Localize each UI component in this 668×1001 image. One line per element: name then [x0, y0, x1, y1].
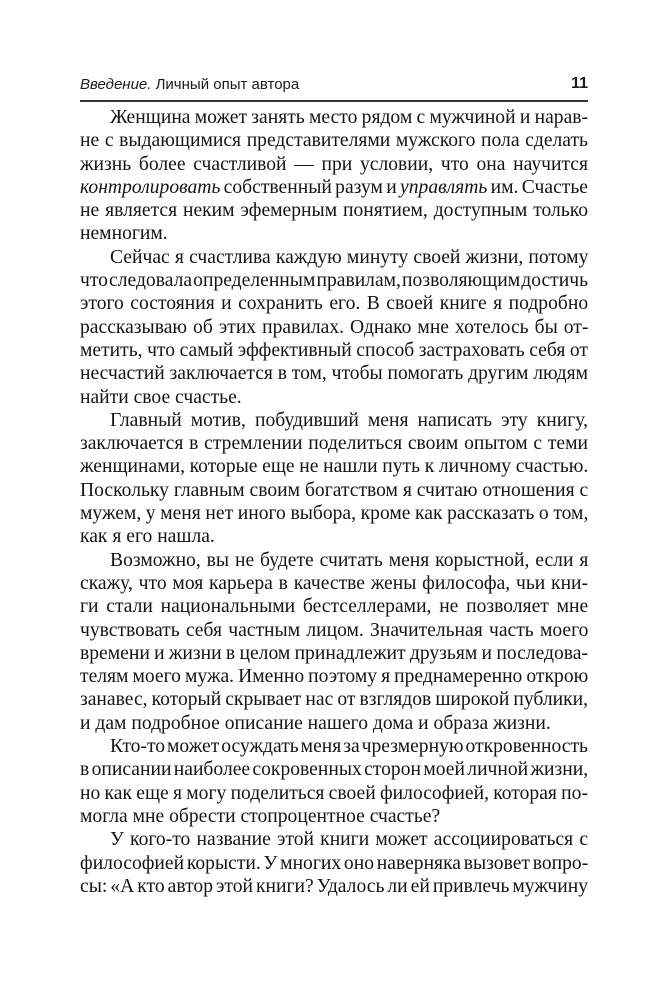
- text-line: женщинами, которые еще не нашли путь к личному счастью.: [80, 456, 589, 478]
- paragraph: [80, 246, 588, 409]
- text-line: могла мне обрести стопроцентное счастье?: [80, 805, 441, 827]
- text-line: что следовала определенным правилам, позволяющим достичь: [80, 270, 589, 292]
- running-header-title: [80, 75, 299, 95]
- chapter-title: Личный опыт автора: [151, 76, 300, 93]
- text-line: чувствовать себя частным лицом. Значительная часть моего: [80, 619, 589, 641]
- text-run: собственный разум и: [220, 176, 401, 198]
- text-line: в описании наиболее сокровенных сторон моей личной жизни,: [80, 759, 589, 781]
- text-line: времени и жизни в целом принадлежит друзьям и последова-: [80, 642, 588, 664]
- emphasized-word: управлять: [400, 176, 488, 198]
- text-line: мужем, у меня нет иного выбора, кроме как рассказать о том,: [80, 503, 589, 525]
- text-line: ги стали национальными бестселлерами, не позволяет мне: [80, 596, 589, 618]
- text-line: этого состояния и сохранить его. В своей книге я подробно: [80, 293, 589, 315]
- paragraph: [80, 828, 588, 898]
- emphasized-word: контролировать: [80, 176, 221, 198]
- text-line: телям моего мужа. Именно поэтому я преднамеренно открою: [80, 666, 589, 688]
- text-line: рассказываю об этих правилах. Однако мне хотелось бы от-: [80, 316, 589, 338]
- text-line: Возможно, вы не будете считать меня корыстной, если я: [110, 549, 589, 571]
- text-line: Женщина может занять место рядом с мужчиной и нарав-: [110, 107, 589, 128]
- text-line: как я его нашла.: [80, 526, 215, 548]
- text-line: У кого-то название этой книги может ассоциироваться с: [110, 829, 589, 851]
- text-line: Главный мотив, побудивший меня написать эту книгу,: [110, 409, 588, 431]
- text-line: не является неким эфемерным понятием, доступным только: [80, 200, 589, 222]
- text-line: немногим.: [80, 223, 168, 245]
- text-line: метить, что самый эффективный способ застраховать себя от: [80, 339, 588, 361]
- text-line: заключается в стремлении поделиться своим опытом с теми: [80, 433, 589, 455]
- text-line: сы: «А кто автор этой книги? Удалось ли ей привлечь мужчину: [80, 875, 588, 897]
- header-divider: [80, 100, 588, 102]
- text-run: им. Счастье: [487, 176, 588, 198]
- text-line: найти свое счастье.: [80, 386, 242, 408]
- paragraph: [80, 735, 588, 828]
- paragraph: [80, 549, 588, 735]
- text-line: несчастий заключается в том, чтобы помогать другим людям: [80, 363, 588, 385]
- text-line: скажу, что моя карьера в качестве жены философа, чьи кни-: [80, 572, 589, 594]
- text-line: Сейчас я счастлива каждую минуту своей жизни, потому: [110, 246, 589, 268]
- text-line: и дам подробное описание нашего дома и образа жизни.: [80, 712, 551, 734]
- text-line: философией корысти. У многих оно наверняка вызовет вопро-: [80, 852, 589, 874]
- text-line: но как еще я могу поделиться своей философией, которая по-: [80, 782, 588, 804]
- chapter-label: Введение.: [80, 76, 152, 93]
- text-line: [80, 176, 588, 199]
- body-text: [80, 106, 588, 898]
- text-line: не с выдающимися представителями мужского пола сделать: [80, 130, 588, 152]
- page-number: 11: [571, 75, 588, 92]
- running-header: [80, 75, 588, 97]
- paragraph: [80, 409, 588, 549]
- text-line: жизнь более счастливой — при условии, что она научится: [80, 153, 588, 175]
- text-line: занавес, который скрывает нас от взглядов широкой публики,: [80, 689, 589, 711]
- text-line: Кто-то может осуждать меня за чрезмерную откровенность: [110, 736, 588, 758]
- paragraph: [80, 106, 588, 246]
- text-line: Поскольку главным своим богатством я считаю отношения с: [80, 479, 589, 501]
